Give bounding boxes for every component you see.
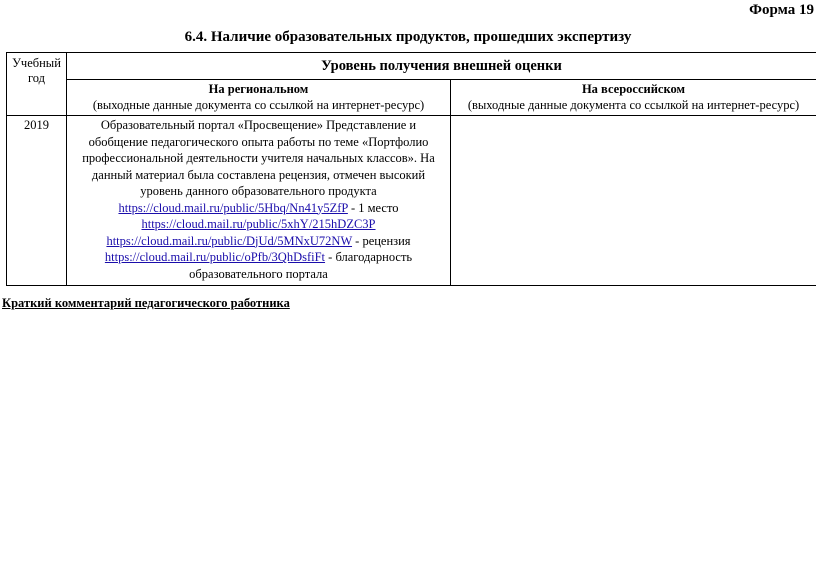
federal-subtitle: (выходные данные документа со ссылкой на интернет-ресурс) [467, 98, 800, 112]
regional-title: На региональном [208, 82, 309, 96]
product-description: Образовательный портал «Просвещение» Представление и обобщение педагогического опыта работы по теме «Портфолио профессиональной деятельности учителя начальных классов». На данный материал была составлена рецензия, отмечен высокий уровень данного образовательного продукта [82, 118, 435, 198]
link-line [106, 234, 410, 248]
link-note: - 1 место [347, 200, 399, 215]
link-line [118, 201, 398, 215]
link-note: - благодарность образовательного портала [189, 250, 413, 281]
link-note: - рецензия [352, 233, 411, 248]
regional-column-header [67, 80, 451, 116]
document-link[interactable]: https://cloud.mail.ru/public/DjUd/5MNxU72NW [106, 233, 353, 248]
link-line [105, 250, 412, 281]
form-number: Форма 19 [749, 2, 814, 18]
document-link[interactable]: https://cloud.mail.ru/public/oPfb/3QhDsfiFt [104, 250, 326, 264]
table-row [7, 116, 816, 286]
level-column-header: Уровень получения внешней оценки [67, 53, 816, 80]
comment-label: Краткий комментарий педагогического работника [2, 296, 290, 310]
federal-column-header [451, 80, 816, 116]
document-link[interactable]: https://cloud.mail.ru/public/5xhY/215hDZC3P [141, 217, 376, 231]
header-row [7, 53, 816, 80]
link-line [141, 217, 375, 231]
document-link[interactable]: https://cloud.mail.ru/public/5Hbq/Nn41y5ZfP [118, 200, 348, 215]
page-title: 6.4. Наличие образовательных продуктов, прошедших экспертизу [184, 29, 632, 45]
federal-title: На всероссийском [581, 82, 686, 96]
regional-subtitle: (выходные данные документа со ссылкой на интернет-ресурс) [92, 98, 425, 112]
year-column-header: Учебный год [7, 53, 67, 116]
federal-cell [451, 116, 816, 286]
subheader-row [7, 80, 816, 116]
year-cell: 2019 [7, 116, 67, 286]
regional-cell [67, 116, 451, 286]
expertise-table [6, 52, 816, 286]
